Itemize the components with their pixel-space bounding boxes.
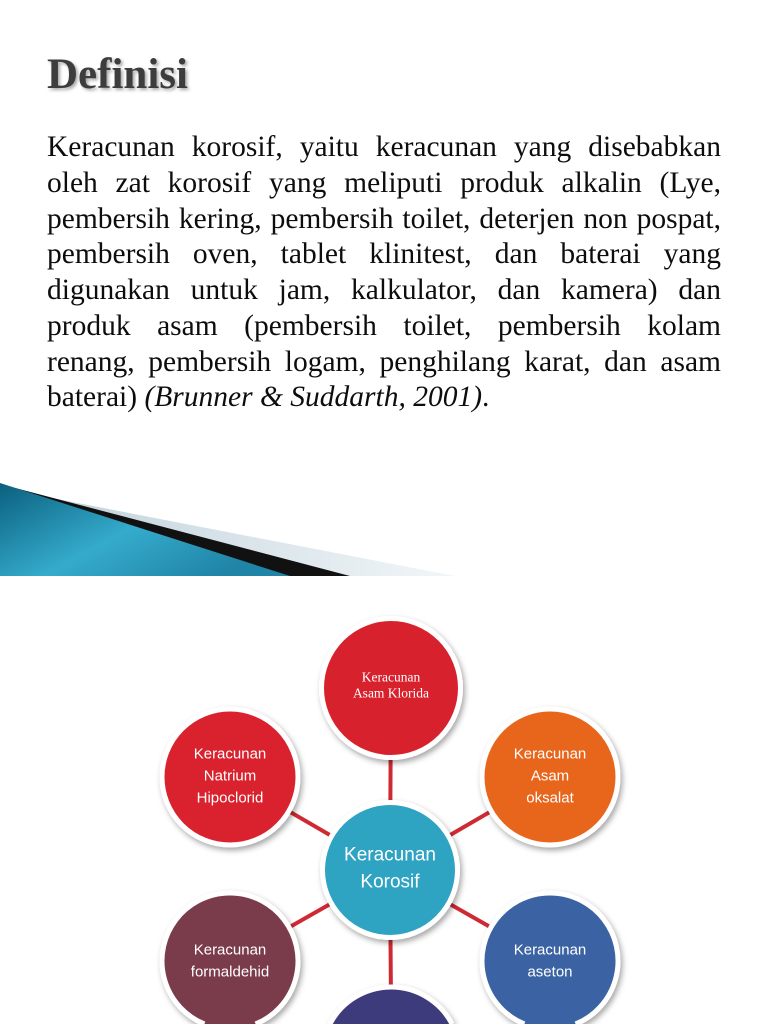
node-top-label: Keracunan (361, 669, 421, 685)
node-lower-right-label: Keracunan (513, 941, 587, 959)
paragraph-line: pembersih kering, pembersih toilet, deterjen non pospat, (47, 202, 721, 235)
node-lower-left-label: Keracunan (193, 941, 267, 959)
definition-paragraph (47, 130, 721, 416)
slide-diagram (0, 576, 768, 1024)
node-upper-right-label: Asam (530, 767, 570, 785)
paragraph-line: digunakan untuk jam, kalkulator, dan kamera) dan (47, 274, 721, 306)
paragraph-line-text: baterai) (47, 381, 145, 414)
node-bottom-circle (330, 987, 452, 1024)
slide-title: Definisi (47, 51, 188, 98)
decorative-swoosh (0, 480, 460, 576)
paragraph-line: Keracunan korosif, yaitu keracunan yang disebabkan (47, 131, 721, 163)
node-upper-left-label: Natrium (203, 767, 257, 785)
paragraph-line: produk asam (pembersih toilet, pembersih kolam (47, 309, 721, 342)
paragraph-line: pembersih oven, tablet klinitest, dan baterai yang (47, 238, 721, 271)
node-upper-left-label: Hipoclorid (196, 789, 264, 807)
center-node-label: Korosif (360, 871, 420, 893)
node-upper-right-label: Keracunan (513, 745, 587, 763)
node-lower-left-circle (162, 893, 298, 1024)
node-lower-left-label: formaldehid (190, 963, 270, 981)
node-top-label: Asam Klorida (352, 685, 430, 701)
paragraph-line: renang, pembersih logam, penghilang karat, dan asam (47, 345, 721, 378)
sentence-end: . (482, 381, 490, 414)
citation: (Brunner & Suddarth, 2001) (144, 381, 483, 414)
center-node-label: Keracunan (344, 844, 436, 866)
node-upper-left-label: Keracunan (193, 745, 267, 763)
node-upper-right-label: oksalat (526, 789, 574, 807)
node-lower-right-circle (482, 893, 618, 1024)
radial-diagram (0, 576, 768, 1024)
paragraph-line: oleh zat korosif yang meliputi produk alkalin (Lye, (47, 166, 721, 199)
paragraph-last-line (47, 380, 721, 416)
node-lower-right-label: aseton (527, 963, 573, 981)
center-node-circle (323, 803, 458, 938)
